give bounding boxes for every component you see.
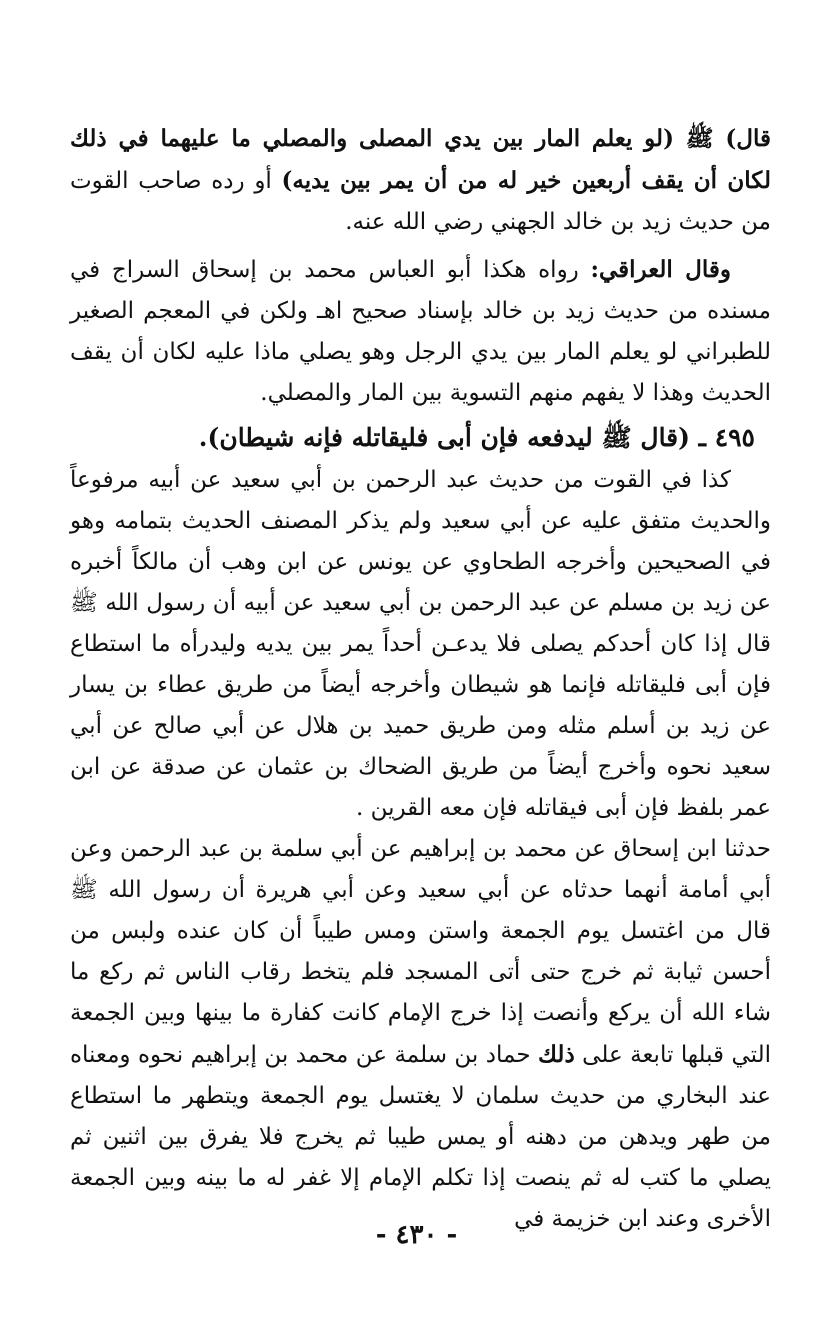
hadith-quote: قال) ﷺ (لو يعلم المار بين يدي المصلى والمصلي ما عليهما في ذلك لكان أن يقف أربعين خير له من أن يمر بين يديه) — [70, 125, 771, 194]
page-number: - ٤٣٠ - — [375, 1220, 458, 1250]
hadith-heading-495: ٤٩٥ ـ (قال ﷺ ليدفعه فإن أبى فليقاتله فإنه شيطان). — [198, 423, 755, 452]
narration-bold-word: ذلك — [538, 1041, 575, 1068]
paragraph-hadith-continuation — [70, 118, 771, 243]
paragraph-jumuah-hadith — [70, 829, 771, 1240]
commentary-text: رواه هكذا أبو العباس محمد بن إسحاق السراج في مسنده من حديث زيد بن خالد بإسناد صحيح اهـ ولكن في المعجم الصغير للطبراني لو يعلم المار بين يدي الرجل وهو يصلي ماذا عليه لكان أن يقف الحديث وهذا لا يفهم منهم التسوية بين المار والمصلي. — [70, 257, 771, 406]
narration-text-a: حدثنا ابن إسحاق عن محمد بن إبراهيم عن أبي سلمة بن عبد الرحمن وعن أبي أمامة أنهما حدثاه عن أبي سعيد وعن أبي هريرة أن رسول الله ﷺ قال من اغتسل يوم الجمعة واستن ومس طيباً أن كان عنده ولبس من أحسن ثيابة ثم خرج حتى أتى المسجد فلم يتخط رقاب الناس ثم ركع ما شاء الله أن يركع وأنصت إذا خرج الإمام كانت كفارة ما بينها وبين الجمعة التي قبلها تابعة على — [70, 836, 771, 1068]
speaker-label: وقال العراقي: — [590, 256, 731, 283]
paragraph-iraqi-commentary — [70, 249, 771, 414]
hadith-source: أو رده صاحب القوت من حديث زيد بن خالد الجهني رضي الله عنه. — [70, 168, 771, 235]
narration-text-b: حماد بن سلمة عن محمد بن إبراهيم نحوه ومعناه عند البخاري من حديث سلمان لا يغتسل يوم الجمعة ويتطهر ما استطاع من طهر ويدهن من دهنه أو يمس طيبا ثم يخرج فلا يفرق بين اثنين ثم يصلي ما كتب له ثم ينصت إذا تكلم الإمام إلا غفر له ما بينه وبين الجمعة الأخرى وعند ابن خزيمة في — [70, 1042, 771, 1232]
paragraph-takhrij: كذا في القوت من حديث عبد الرحمن بن أبي سعيد عن أبيه مرفوعاً والحديث متفق عليه عن أبي سعيد ولم يذكر المصنف الحديث بتمامه وهو في الصحيحين وأخرجه الطحاوي عن يونس عن ابن وهب أن مالكاً أخبره عن زيد بن مسلم عن عبد الرحمن بن أبي سعيد عن أبيه أن رسول الله ﷺ قال إذا كان أحدكم يصلى فلا يدعـن أحداً يمر بين يديه وليدرأه ما استطاع فإن أبى فليقاتله فإنما هو شيطان وأخرجه أيضاً من طريق عطاء بن يسار عن زيد بن أسلم مثله ومن طريق حميد بن هلال عن أبي صالح عن أبي سعيد نحوه وأخرج أيضاً من طريق الضحاك بن عثمان عن صدقة عن ابن عمر بلفظ فإن أبى فيقاتله فإن معه القرين . — [70, 467, 771, 821]
